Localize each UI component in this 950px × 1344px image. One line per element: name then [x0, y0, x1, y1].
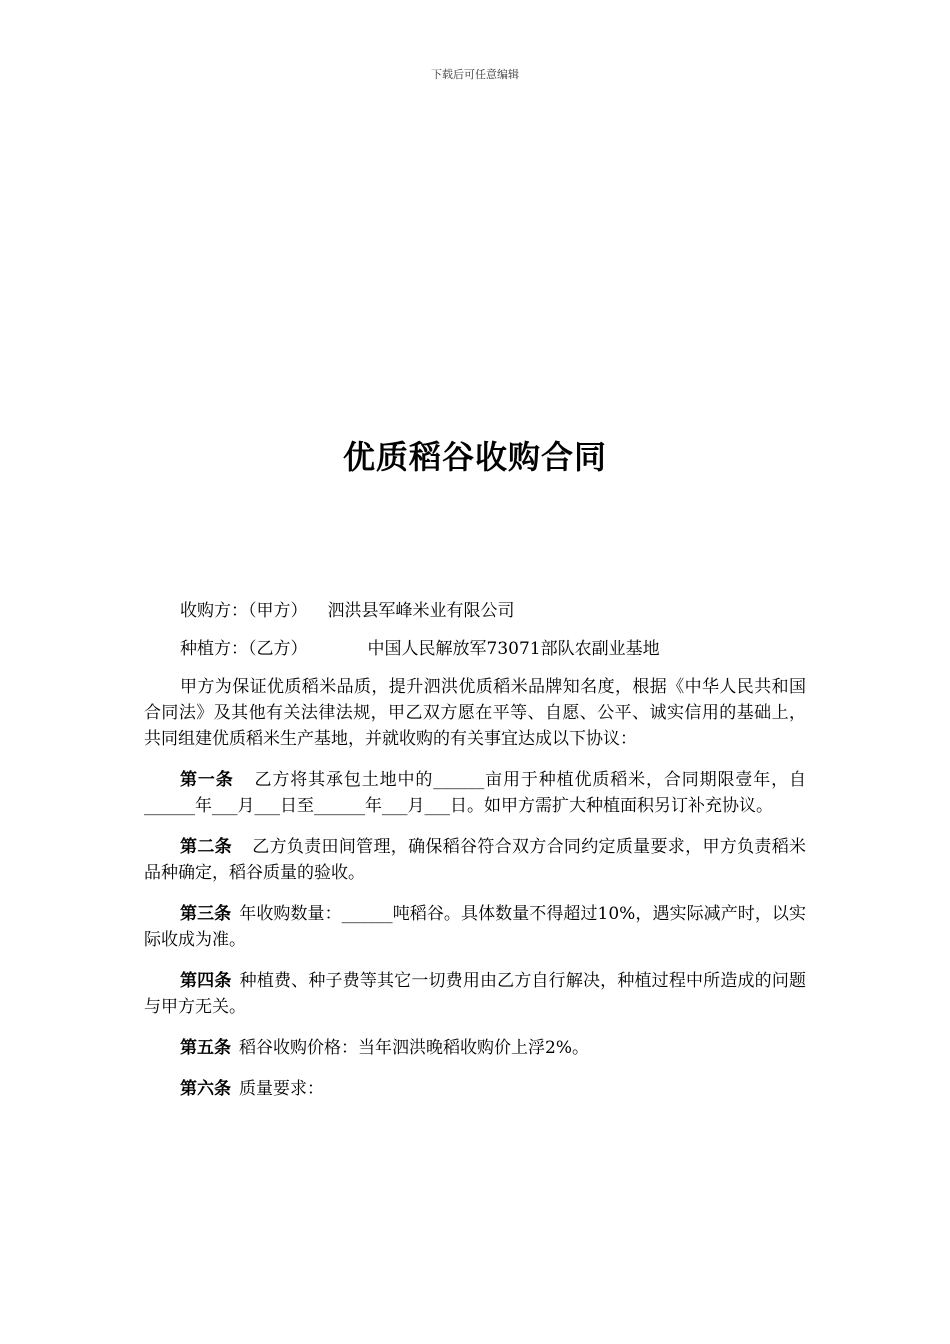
article-1-number: 第一条: [180, 770, 234, 790]
document-body: [144, 598, 806, 1117]
article-2: [144, 834, 806, 886]
article-3-number: 第三条: [180, 904, 232, 924]
article-4-number: 第四条: [180, 971, 232, 991]
article-6-text: 质量要求：: [239, 1079, 324, 1099]
grower-label: 种植方：（乙方）: [180, 639, 308, 659]
article-2-text: 乙方负责田间管理，确保稻谷符合双方合同约定质量要求，甲方负责稻米品种确定，稻谷质量的验收。: [144, 837, 807, 883]
grower-name: 中国人民解放军73071部队农副业基地: [367, 639, 660, 659]
article-3: [144, 901, 806, 953]
article-4: [144, 968, 806, 1020]
article-5: [144, 1035, 806, 1061]
article-1-text: 乙方将其承包土地中的______亩用于种植优质稻米，合同期限壹年，自______年___月___日至______年___月___日。如甲方需扩大种植面积另订补充协议。: [144, 770, 806, 816]
article-5-number: 第五条: [180, 1038, 231, 1058]
header-note: 下载后可任意编辑: [431, 68, 519, 81]
preamble-paragraph: 甲方为保证优质稻米品质，提升泗洪优质稻米品牌知名度，根据《中华人民共和国合同法》及其他有关法律法规，甲乙双方愿在平等、自愿、公平、诚实信用的基础上，共同组建优质稻米生产基地，并就收购的有关事宜达成以下协议：: [144, 677, 806, 749]
article-6-number: 第六条: [180, 1079, 231, 1099]
article-6: [144, 1076, 806, 1102]
article-1: [144, 767, 806, 819]
document-title: 优质稻谷收购合同: [342, 438, 607, 476]
buyer-name: 泗洪县军峰米业有限公司: [327, 601, 515, 621]
buyer-line: [144, 598, 806, 624]
grower-line: [144, 636, 806, 662]
article-2-number: 第二条: [180, 837, 232, 857]
article-5-text: 稻谷收购价格：当年泗洪晚稻收购价上浮2%。: [239, 1038, 589, 1058]
article-4-text: 种植费、种子费等其它一切费用由乙方自行解决，种植过程中所造成的问题与甲方无关。: [144, 971, 806, 1017]
article-3-text: 年收购数量：______吨稻谷。具体数量不得超过10%，遇实际减产时，以实际收成为准。: [144, 904, 806, 950]
buyer-label: 收购方：（甲方）: [180, 601, 308, 621]
